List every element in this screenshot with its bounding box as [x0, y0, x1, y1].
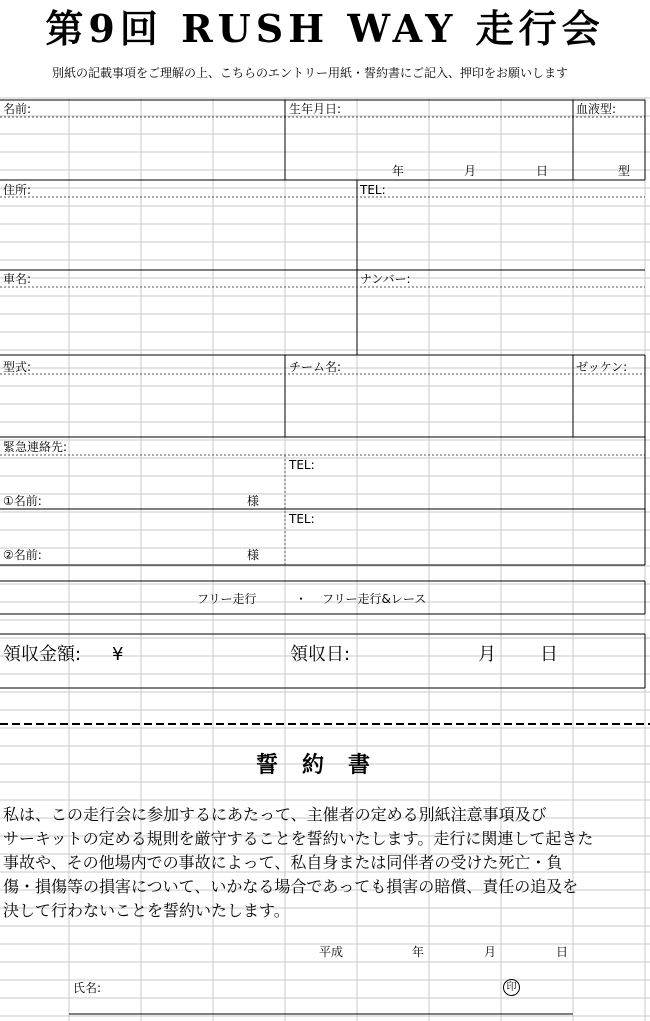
pledge-line: サーキットの定める規則を厳守することを誓約いたします。走行に関連して起きた [3, 829, 594, 848]
pledge-month-unit: 月 [484, 945, 497, 959]
seal-mark: 印 [503, 979, 520, 996]
receipt-amount-label: 領収金額: [3, 644, 82, 665]
tel-label: TEL: [360, 183, 386, 197]
pledge-line: 決して行わないことを誓約いたします。 [3, 901, 290, 920]
pledge-year-unit: 年 [412, 945, 425, 959]
pledge-line: 事故や、その他場内での事故によって、私自身または同伴者の受けた死亡・負 [3, 853, 563, 872]
contact2-sama: 様 [247, 548, 260, 562]
birth-year-unit: 年 [392, 164, 405, 178]
course-separator: ・ [295, 592, 308, 606]
emergency-contact-label: 緊急連絡先: [3, 440, 68, 454]
era-label: 平成 [319, 945, 344, 959]
contact2-tel-label: TEL: [289, 512, 315, 526]
course-free-race: フリー走行&レース [322, 592, 427, 606]
contact1-sama: 様 [247, 494, 260, 508]
contact1-tel-label: TEL: [289, 458, 315, 472]
yen-sign: ¥ [112, 644, 124, 665]
plate-number-label: ナンバー: [360, 272, 411, 286]
course-free: フリー走行 [197, 592, 257, 606]
team-name-label: チーム名: [289, 360, 342, 374]
contact2-name-label: ②名前: [3, 548, 42, 562]
birth-month-unit: 月 [464, 164, 477, 178]
name-label: 名前: [3, 102, 32, 116]
pledge-body [3, 803, 649, 923]
blood-type-label: 血液型: [576, 102, 617, 116]
contact1-name-label: ①名前: [3, 494, 42, 508]
pledge-title: 誓約書 [255, 752, 394, 778]
receipt-date-label: 領収日: [290, 644, 351, 665]
receipt-day-unit: 日 [540, 644, 558, 665]
model-label: 型式: [3, 360, 32, 374]
receipt-month-unit: 月 [478, 644, 496, 665]
birthdate-label: 生年月日: [289, 102, 342, 116]
address-label: 住所: [3, 183, 32, 197]
event-title: 第9回 RUSH WAY 走行会 [45, 6, 605, 51]
car-name-label: 車名: [3, 272, 32, 286]
pledge-day-unit: 日 [556, 945, 569, 959]
zekken-label: ゼッケン: [576, 360, 628, 374]
pledge-line: 傷・損傷等の損害について、いかなる場合であっても損害の賠償、責任の追及を [3, 877, 579, 896]
signature-name-label: 氏名: [73, 981, 102, 995]
birth-day-unit: 日 [536, 164, 549, 178]
pledge-line: 私は、この走行会に参加するにあたって、主催者の定める別紙注意事項及び [3, 805, 547, 824]
instruction-text: 別紙の記載事項をご理解の上、こちらのエントリー用紙・誓約書にご記入、押印をお願いします [51, 66, 568, 80]
blood-type-unit: 型 [618, 164, 631, 178]
